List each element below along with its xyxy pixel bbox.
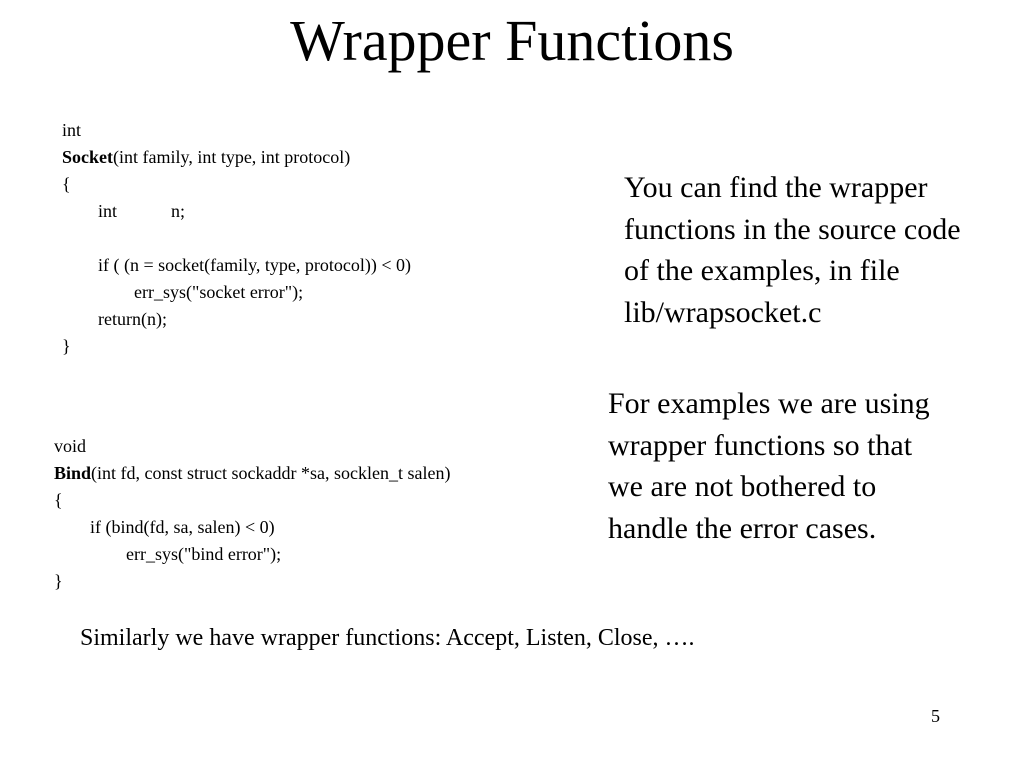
note-line: lib/wrapsocket.c [624,295,822,329]
code-line: return(n); [62,309,167,329]
function-signature: (int fd, const struct sockaddr *sa, socklen_t salen) [91,463,451,483]
code-line: err_sys("bind error"); [54,544,282,564]
code-line [62,225,411,252]
note-line: wrapper functions so that [608,428,913,462]
code-line: { [62,174,71,194]
code-line: if (bind(fd, sa, salen) < 0) [54,517,275,537]
function-name: Socket [62,147,113,167]
function-name: Bind [54,463,92,483]
source-location-note [624,167,1019,333]
bind-wrapper-code [54,433,450,595]
code-line: { [54,490,63,510]
code-line: if ( (n = socket(family, type, protocol)) < 0) [62,255,412,275]
note-line: functions in the source code [624,212,961,246]
page-number: 5 [931,706,940,726]
note-line: You can find the wrapper [624,171,928,204]
footer-note: Similarly we have wrapper functions: Accept, Listen, Close, …. [80,625,695,651]
note-line: For examples we are using [608,387,930,420]
code-line: } [62,336,71,356]
code-line: } [54,571,63,591]
function-signature: (int family, int type, int protocol) [113,147,351,167]
note-line: we are not bothered to [608,470,877,503]
slide-title: Wrapper Functions [290,8,734,73]
code-line [54,460,450,487]
code-line [62,144,411,171]
socket-wrapper-code [62,117,411,360]
code-line: void [54,436,87,456]
note-line: handle the error cases. [608,511,877,545]
note-line: of the examples, in file [624,254,900,287]
code-line: err_sys("socket error"); [62,282,304,302]
code-line: int [62,120,82,140]
code-line: int n; [62,201,186,221]
examples-note [608,383,1003,549]
